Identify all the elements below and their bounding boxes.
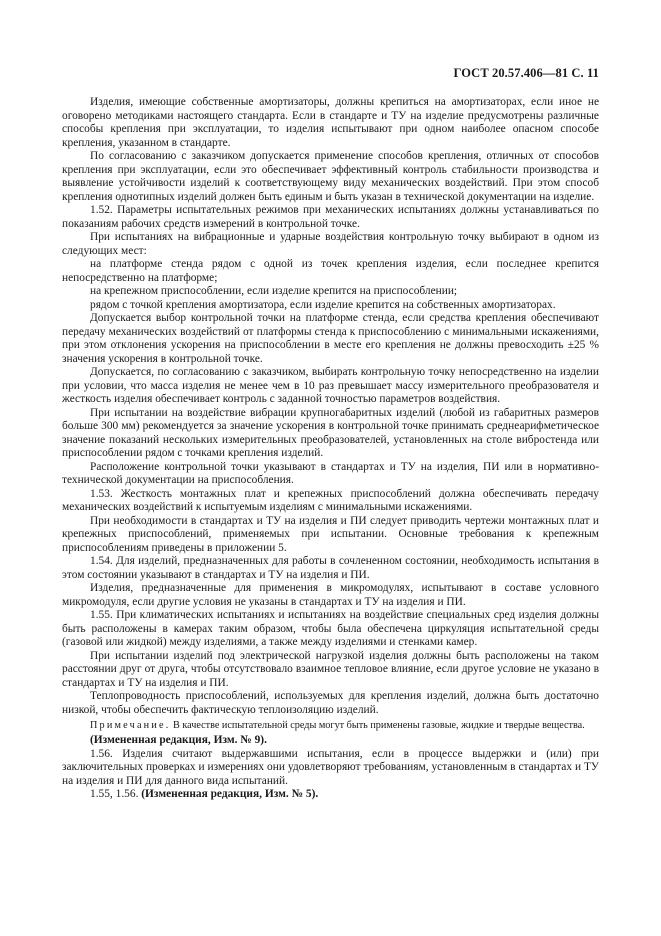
paragraph: Расположение контрольной точки указывают в стандартах и ТУ на изделия, ПИ или в нормативно-технической документации на приспособления. (62, 460, 599, 486)
revision-bold: (Измененная редакция, Изм. № 5). (141, 788, 319, 800)
document-body (62, 96, 599, 802)
paragraph: 1.53. Жесткость монтажных плат и крепежных приспособлений должна обеспечивать передачу механических воздействий к испытуемым изделиям с минимальными искажениями. (62, 487, 599, 513)
note-label: Примечание. (90, 720, 171, 731)
paragraph: Допускается выбор контрольной точки на платформе стенда, если средства крепления обеспечивают передачу механических воздействий от платформы стенда к приспособлению с минимальными искажениями, при этом отклонения ускорения на приспособлении в месте его крепления не должны превосходить ±25 % значения ускорения в контрольной точке. (62, 312, 599, 365)
paragraph: По согласованию с заказчиком допускается применение способов крепления, отличных от способов крепления при эксплуатации, если это обеспечивает эффективный контроль стабильности производства и выявление устойчивости изделий к соответствующему виду механических воздействий. При этом способ крепления однотипных изделий должен быть единым и быть указан в технической документации на изделие. (62, 150, 599, 203)
paragraph: рядом с точкой крепления амортизатора, если изделие крепится на собственных амортизаторах. (90, 298, 556, 311)
page-header: ГОСТ 20.57.406—81 С. 11 (453, 66, 599, 80)
paragraph: на крепежном приспособлении, если изделие крепится на приспособлении; (90, 285, 458, 297)
paragraph: 1.55. При климатических испытаниях и испытаниях на воздействие специальных сред изделия должны быть расположены в камерах таким образом, чтобы была обеспечена циркуляция испытательной среды (газовой или жидкой) между изделиями, а также между изделиями и стенками камер. (62, 609, 599, 648)
paragraph: Изделия, имеющие собственные амортизаторы, должны крепиться на амортизаторах, если иное не оговорено методиками настоящего стандарта. Если в стандарте и ТУ на изделие предусмотрены различные способы крепления при эксплуатации, то изделия испытывают при одном наиболее опасном способе крепления, указанном в стандарте. (62, 96, 599, 149)
paragraph: на платформе стенда рядом с одной из точек крепления изделия, если последнее крепится непосредственно на платформе; (62, 258, 599, 284)
note (62, 719, 599, 732)
paragraph: При испытаниях на вибрационные и ударные воздействия контрольную точку выбирают в одном из следующих мест: (62, 231, 599, 257)
revision-note: (Измененная редакция, Изм. № 9). (90, 734, 267, 746)
revision-prefix: 1.55, 1.56. (90, 788, 142, 800)
paragraph: 1.54. Для изделий, предназначенных для работы в сочлененном состоянии, необходимость испытания в этом состоянии указывают в стандартах и ТУ на изделия и ПИ. (62, 555, 599, 581)
paragraph: 1.56. Изделия считают выдержавшими испытания, если в процессе выдержки и (или) при заключительных проверках и измерениях они удовлетворяют требованиям, установленным в стандартах и ТУ на изделия и ПИ для данного вида испытаний. (62, 747, 599, 787)
paragraph: При испытании изделий под электрической нагрузкой изделия должны быть расположены на таком расстоянии друг от друга, чтобы отсутствовало взаимное тепловое влияние, если другое условие не указано в стандартах и ТУ на изделия и ПИ. (62, 649, 599, 689)
paragraph: При необходимости в стандартах и ТУ на изделия и ПИ следует приводить чертежи монтажных плат и крепежных приспособлений, применяемых при испытании. Основные требования к крепежным приспособлениям приведены в приложении 5. (62, 514, 599, 554)
paragraph: Теплопроводность приспособлений, используемых для крепления изделий, должна быть достаточно низкой, чтобы обеспечить фактическую теплоизоляцию изделий. (62, 690, 599, 716)
note-text: В качестве испытательной среды могут быть применены газовые, жидкие и твердые вещества. (170, 720, 585, 731)
paragraph: 1.52. Параметры испытательных режимов при механических испытаниях должны устанавливаться по показаниям рабочих средств измерений в контрольной точке. (62, 204, 599, 230)
revision-line (62, 788, 599, 802)
paragraph: При испытании на воздействие вибрации крупногабаритных изделий (любой из габаритных размеров больше 300 мм) рекомендуется за значение ускорения в контрольной точке принимать среднеарифметическое значение показаний нескольких измерительных преобразователей, установленных на столе вибростенда или приспособлении рядом с точками крепления изделий. (62, 406, 599, 459)
paragraph: Допускается, по согласованию с заказчиком, выбирать контрольную точку непосредственно на изделии при условии, что масса изделия не менее чем в 10 раз превышает массу измерительного преобразователя и жесткость изделия обеспечивает контроль с заданной точностью параметров воздействия. (62, 366, 599, 405)
paragraph: Изделия, предназначенные для применения в микромодулях, испытывают в составе условного микромодуля, если другие условия не указаны в стандартах и ТУ на изделия и ПИ. (62, 582, 599, 608)
